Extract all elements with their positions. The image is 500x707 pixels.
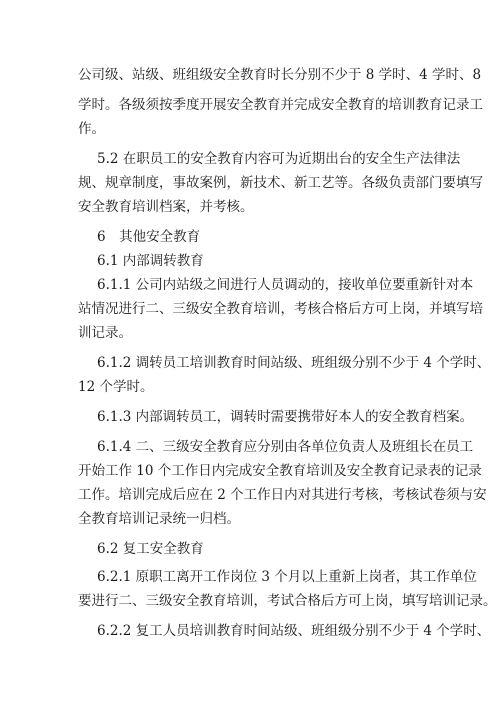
text-line: 工作。培训完成后应在 2 个工作日内对其进行考核，考核试卷须与安 <box>78 487 487 503</box>
text-line: 安全教育培训档案，并考核。 <box>78 199 254 215</box>
text-line: 规、规章制度，事故案例，新技术、新工艺等。各级负责部门要填写 <box>78 175 483 191</box>
text-line: 开始工作 10 个工作日内完成安全教育培训及安全教育记录表的记录 <box>78 463 482 479</box>
text-line: 6.2.2 复工人员培训教育时间站级、班组级分别不少于 4 个学时、 <box>97 623 491 639</box>
text-line: 作。 <box>78 121 105 137</box>
text-line: 公司级、站级、班组级安全教育时长分别不少于 8 学时、4 学时、8 <box>78 67 482 83</box>
subsection-heading: 6.1 内部调转教育 <box>97 253 204 269</box>
text-line: 6.2.1 原职工离开工作岗位 3 个月以上重新上岗者，其工作单位 <box>97 569 477 585</box>
text-line: 5.2 在职员工的安全教育内容可为近期出台的安全生产法律法 <box>97 151 461 167</box>
text-line: 6.1.2 调转员工培训教育时间站级、班组级分别不少于 4 个学时、 <box>97 355 491 371</box>
text-line: 全教育培训记录统一归档。 <box>78 511 240 527</box>
text-line: 站情况进行二、三级安全教育培训，考核合格后方可上岗，并填写培 <box>78 301 483 317</box>
text-line: 要进行二、三级安全教育培训，考试合格后方可上岗，填写培训记录。 <box>78 593 497 609</box>
text-line: 6.1.1 公司内站级之间进行人员调动的，接收单位要重新针对本 <box>97 277 474 293</box>
text-line: 训记录。 <box>78 325 132 341</box>
subsection-heading: 6.2 复工安全教育 <box>97 541 204 557</box>
text-line: 12 个学时。 <box>78 379 154 395</box>
text-line: 6.1.4 二、三级安全教育应分别由各单位负责人及班组长在员工 <box>97 439 474 455</box>
section-heading: 6 其他安全教育 <box>97 229 201 245</box>
text-line: 学时。各级须按季度开展安全教育并完成安全教育的培训教育记录工 <box>78 97 483 113</box>
text-line: 6.1.3 内部调转员工，调转时需要携带好本人的安全教育档案。 <box>97 409 474 425</box>
